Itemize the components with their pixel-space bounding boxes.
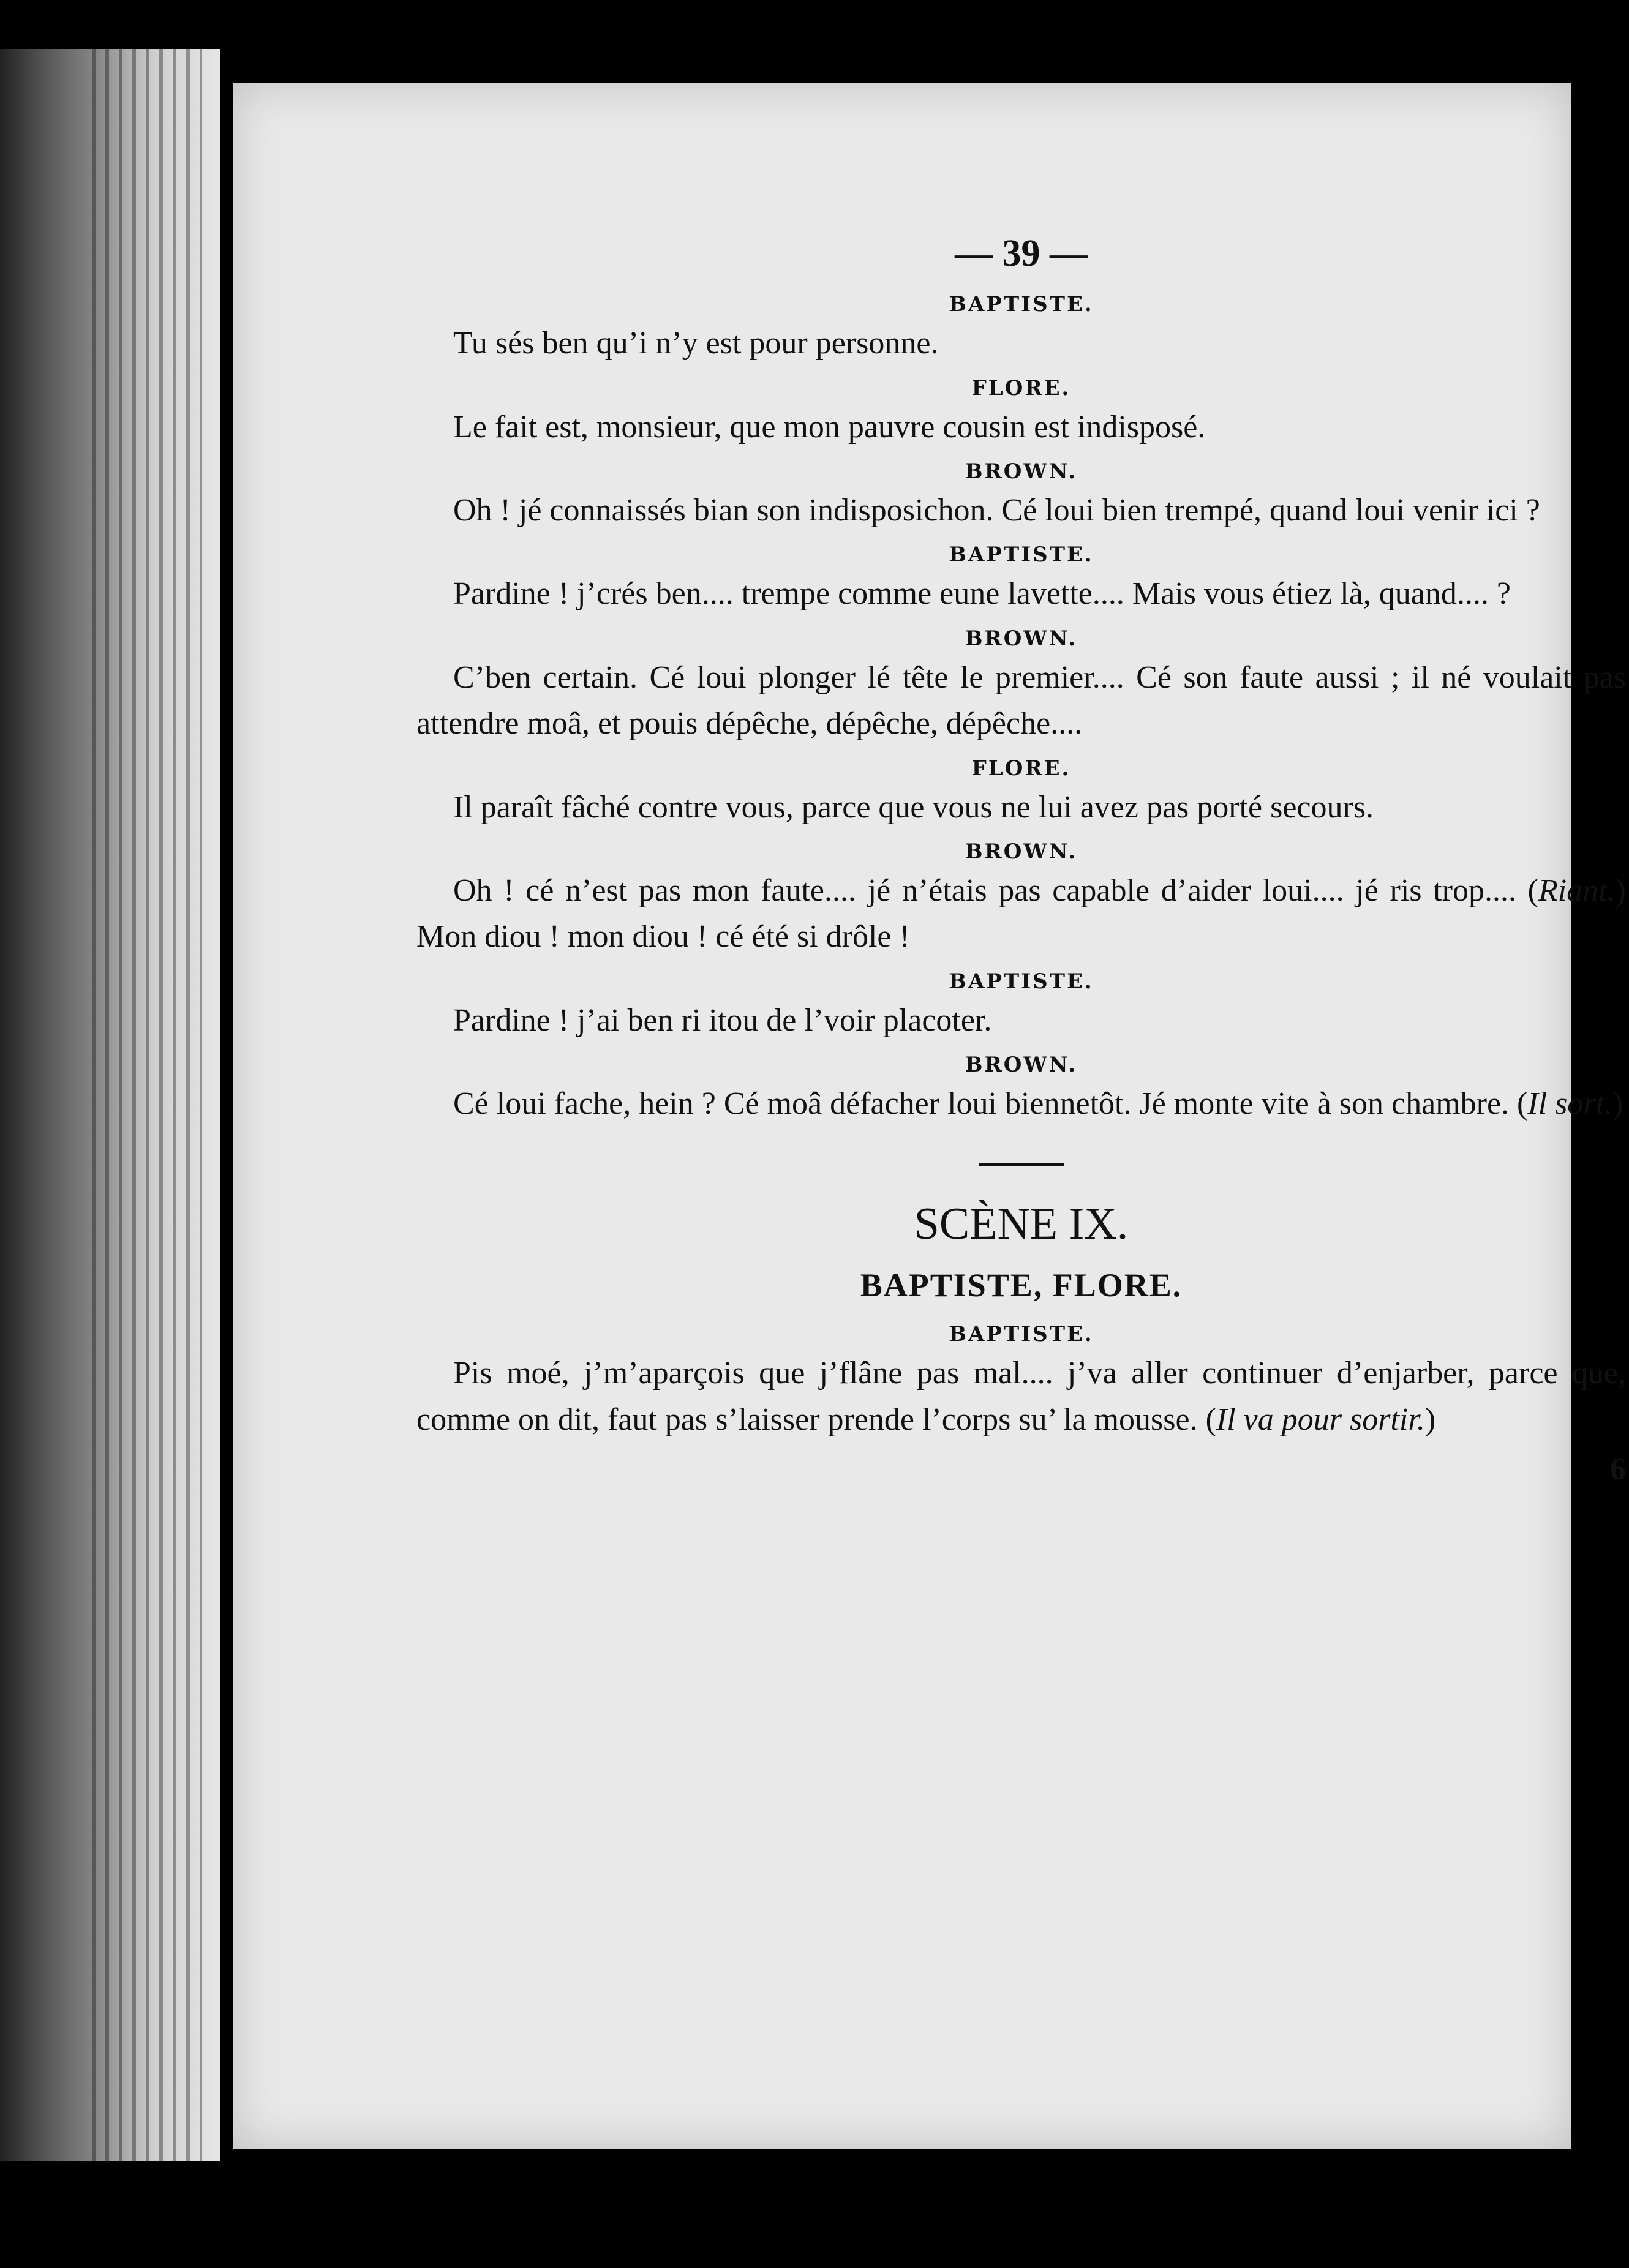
- page-number: — 39 —: [955, 233, 1088, 274]
- speaker-name: FLORE.: [971, 375, 1071, 400]
- dialogue-text: ): [1424, 1402, 1436, 1437]
- dialogue-line: Pardine ! j’crés ben.... trempe comme eune lavette.... Mais vous étiez là, quand.... ?: [453, 576, 1511, 612]
- dialogue-text: Pis moé, j’m’aparçois que j’flâne pas mal.... j’va aller continuer d’enjarber, parce que, comme on dit, faut pas s’laisser prende l’corps su’ la mousse. (: [416, 1356, 1626, 1437]
- speaker-name: BROWN.: [965, 839, 1078, 864]
- dialogue-line: Il paraît fâché contre vous, parce que vous ne lui avez pas porté secours.: [453, 789, 1374, 825]
- speaker-name: BAPTISTE.: [949, 292, 1094, 317]
- speaker-name: FLORE.: [971, 756, 1071, 781]
- dialogue-text: ): [1612, 1086, 1623, 1122]
- dialogue-line: [416, 868, 1626, 960]
- dialogue-line: C’ben certain. Cé loui plonger lé tête le premier.... Cé son faute aussi ; il né voulait pas attendre moâ, et pouis dépêche, dépêche, dépêche....: [416, 659, 1626, 742]
- stage-direction: Il sort.: [1527, 1086, 1613, 1122]
- stage-direction: Riant.: [1538, 873, 1616, 908]
- speaker-name: BAPTISTE.: [949, 969, 1094, 994]
- speaker-name: BAPTISTE.: [949, 543, 1094, 568]
- speaker-name: BROWN.: [965, 1053, 1078, 1078]
- dialogue-text: ) Mon diou ! mon diou ! cé été si drôle !: [416, 873, 1626, 955]
- speaker-name: BAPTISTE.: [949, 1322, 1094, 1347]
- signature-mark: 6: [1610, 1452, 1626, 1487]
- scene-title: SCÈNE IX.: [914, 1199, 1129, 1250]
- dialogue-line: Le fait est, monsieur, que mon pauvre cousin est indisposé.: [453, 409, 1206, 445]
- dialogue-line: Pardine ! j’ai ben ri itou de l’voir placoter.: [453, 1002, 992, 1038]
- dialogue-line: [416, 1350, 1626, 1443]
- book-binding: [0, 49, 220, 2161]
- scene-characters: BAPTISTE, FLORE.: [860, 1267, 1183, 1304]
- page-content: [416, 233, 1626, 1487]
- dialogue-line: Tu sés ben qu’i n’y est pour personne.: [453, 326, 939, 361]
- dialogue-text: Oh ! cé n’est pas mon faute.... jé n’étais pas capable d’aider loui.... jé ris trop.... (: [453, 873, 1538, 908]
- scene-divider: [979, 1163, 1064, 1166]
- dialogue-line: Oh ! jé connaissés bian son indisposichon. Cé loui bien trempé, quand loui venir ici ?: [453, 492, 1540, 528]
- book-page: [233, 83, 1626, 2149]
- speaker-name: BROWN.: [965, 626, 1078, 651]
- dialogue-text: Cé loui fache, hein ? Cé moâ défacher loui biennetôt. Jé monte vite à son chambre. (: [453, 1086, 1528, 1122]
- speaker-name: BROWN.: [965, 459, 1078, 484]
- dialogue-line: [416, 1081, 1626, 1127]
- stage-direction: Il va pour sortir.: [1216, 1402, 1425, 1437]
